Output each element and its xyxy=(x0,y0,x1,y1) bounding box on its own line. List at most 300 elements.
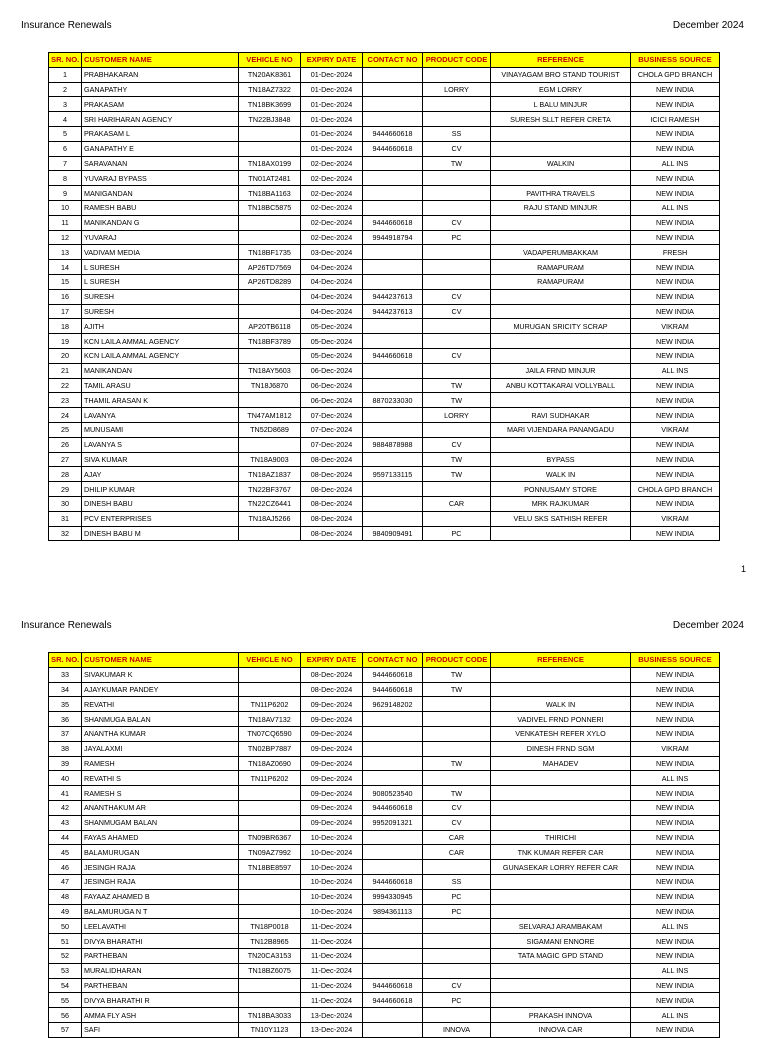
expiry-date-cell: 08-Dec-2024 xyxy=(301,467,363,482)
expiry-date-cell: 11-Dec-2024 xyxy=(301,993,363,1008)
contact-no-cell xyxy=(363,756,423,771)
expiry-date-cell: 09-Dec-2024 xyxy=(301,712,363,727)
sr-no-cell: 16 xyxy=(49,289,82,304)
contact-no-cell xyxy=(363,919,423,934)
table-row xyxy=(49,215,720,230)
product-code-cell xyxy=(423,334,491,349)
business-source-cell: NEW INDIA xyxy=(631,260,720,275)
table-row xyxy=(49,830,720,845)
report-month: December 2024 xyxy=(672,620,744,631)
contact-no-cell: 9444660618 xyxy=(363,348,423,363)
expiry-date-cell: 09-Dec-2024 xyxy=(301,815,363,830)
reference-cell: PONNUSAMY STORE xyxy=(491,482,631,497)
vehicle-no-cell xyxy=(239,889,301,904)
reference-cell: L BALU MINJUR xyxy=(491,97,631,112)
table-row xyxy=(49,726,720,741)
vehicle-no-cell: TN18BF1735 xyxy=(239,245,301,260)
expiry-date-cell: 02-Dec-2024 xyxy=(301,200,363,215)
vehicle-no-cell: TN47AM1812 xyxy=(239,408,301,423)
expiry-date-cell: 02-Dec-2024 xyxy=(301,215,363,230)
customer-name-cell: JAYALAXMI xyxy=(82,741,239,756)
product-code-cell: SS xyxy=(423,874,491,889)
business-source-cell: NEW INDIA xyxy=(631,934,720,949)
expiry-date-cell: 09-Dec-2024 xyxy=(301,741,363,756)
customer-name-cell: MURALIDHARAN xyxy=(82,963,239,978)
contact-no-cell xyxy=(363,1008,423,1023)
vehicle-no-cell: TN09AZ7992 xyxy=(239,845,301,860)
reference-cell: DINESH FRND SGM xyxy=(491,741,631,756)
column-header-business-source: BUSINESS SOURCE xyxy=(631,53,720,68)
product-code-cell xyxy=(423,860,491,875)
table-row xyxy=(49,934,720,949)
sr-no-cell: 56 xyxy=(49,1008,82,1023)
business-source-cell: NEW INDIA xyxy=(631,97,720,112)
reference-cell xyxy=(491,526,631,541)
product-code-cell: CAR xyxy=(423,496,491,511)
contact-no-cell: 9597133115 xyxy=(363,467,423,482)
customer-name-cell: LEELAVATHI xyxy=(82,919,239,934)
expiry-date-cell: 09-Dec-2024 xyxy=(301,786,363,801)
vehicle-no-cell xyxy=(239,667,301,682)
sr-no-cell: 23 xyxy=(49,393,82,408)
business-source-cell: NEW INDIA xyxy=(631,712,720,727)
product-code-cell: CV xyxy=(423,141,491,156)
business-source-cell: NEW INDIA xyxy=(631,978,720,993)
product-code-cell: LORRY xyxy=(423,82,491,97)
vehicle-no-cell: TN22BJ3848 xyxy=(239,112,301,127)
vehicle-no-cell xyxy=(239,141,301,156)
business-source-cell: NEW INDIA xyxy=(631,889,720,904)
table-header-row xyxy=(49,653,720,668)
business-source-cell: NEW INDIA xyxy=(631,815,720,830)
customer-name-cell: SURESH xyxy=(82,304,239,319)
table-row xyxy=(49,682,720,697)
table-row xyxy=(49,919,720,934)
sr-no-cell: 2 xyxy=(49,82,82,97)
sr-no-cell: 8 xyxy=(49,171,82,186)
business-source-cell: NEW INDIA xyxy=(631,82,720,97)
vehicle-no-cell: TN18AY5603 xyxy=(239,363,301,378)
expiry-date-cell: 02-Dec-2024 xyxy=(301,156,363,171)
contact-no-cell xyxy=(363,934,423,949)
reference-cell: SURESH SLLT REFER CRETA xyxy=(491,112,631,127)
expiry-date-cell: 01-Dec-2024 xyxy=(301,97,363,112)
table-row xyxy=(49,1008,720,1023)
vehicle-no-cell: TN18AZ7322 xyxy=(239,82,301,97)
sr-no-cell: 19 xyxy=(49,334,82,349)
column-header-reference: REFERENCE xyxy=(491,653,631,668)
reference-cell xyxy=(491,815,631,830)
expiry-date-cell: 03-Dec-2024 xyxy=(301,245,363,260)
reference-cell: VADAPERUMBAKKAM xyxy=(491,245,631,260)
table-row xyxy=(49,408,720,423)
sr-no-cell: 14 xyxy=(49,260,82,275)
business-source-cell: NEW INDIA xyxy=(631,756,720,771)
sr-no-cell: 50 xyxy=(49,919,82,934)
customer-name-cell: BALAMURUGAN xyxy=(82,845,239,860)
vehicle-no-cell: TN18AZ0690 xyxy=(239,756,301,771)
business-source-cell: NEW INDIA xyxy=(631,408,720,423)
contact-no-cell: 9444660618 xyxy=(363,682,423,697)
sr-no-cell: 1 xyxy=(49,67,82,82)
customer-name-cell: VADIVAM MEDIA xyxy=(82,245,239,260)
vehicle-no-cell xyxy=(239,126,301,141)
business-source-cell: NEW INDIA xyxy=(631,215,720,230)
customer-name-cell: YUVARAJ xyxy=(82,230,239,245)
business-source-cell: ALL INS xyxy=(631,1008,720,1023)
reference-cell xyxy=(491,393,631,408)
reference-cell xyxy=(491,786,631,801)
business-source-cell: NEW INDIA xyxy=(631,845,720,860)
contact-no-cell: 9894361113 xyxy=(363,904,423,919)
customer-name-cell: L SURESH xyxy=(82,260,239,275)
vehicle-no-cell: TN18P0018 xyxy=(239,919,301,934)
product-code-cell: CV xyxy=(423,437,491,452)
product-code-cell xyxy=(423,260,491,275)
table-row xyxy=(49,319,720,334)
column-header-expiry-date: EXPIRY DATE xyxy=(301,53,363,68)
business-source-cell: NEW INDIA xyxy=(631,348,720,363)
business-source-cell: NEW INDIA xyxy=(631,526,720,541)
sr-no-cell: 9 xyxy=(49,186,82,201)
reference-cell xyxy=(491,289,631,304)
vehicle-no-cell: TN18BK3699 xyxy=(239,97,301,112)
contact-no-cell xyxy=(363,1022,423,1037)
contact-no-cell xyxy=(363,830,423,845)
contact-no-cell: 9444237613 xyxy=(363,289,423,304)
contact-no-cell xyxy=(363,452,423,467)
business-source-cell: NEW INDIA xyxy=(631,904,720,919)
sr-no-cell: 34 xyxy=(49,682,82,697)
customer-name-cell: AJAY xyxy=(82,467,239,482)
reference-cell: JAILA FRND MINJUR xyxy=(491,363,631,378)
expiry-date-cell: 02-Dec-2024 xyxy=(301,230,363,245)
sr-no-cell: 18 xyxy=(49,319,82,334)
customer-name-cell: DINESH BABU M xyxy=(82,526,239,541)
reference-cell: TNK KUMAR REFER CAR xyxy=(491,845,631,860)
expiry-date-cell: 10-Dec-2024 xyxy=(301,845,363,860)
vehicle-no-cell xyxy=(239,437,301,452)
reference-cell: PRAKASH INNOVA xyxy=(491,1008,631,1023)
table-row xyxy=(49,260,720,275)
product-code-cell: PC xyxy=(423,230,491,245)
customer-name-cell: SRI HARIHARAN AGENCY xyxy=(82,112,239,127)
customer-name-cell: DIVYA BHARATHI xyxy=(82,934,239,949)
table-row xyxy=(49,348,720,363)
expiry-date-cell: 05-Dec-2024 xyxy=(301,334,363,349)
table-row xyxy=(49,993,720,1008)
expiry-date-cell: 11-Dec-2024 xyxy=(301,978,363,993)
expiry-date-cell: 08-Dec-2024 xyxy=(301,526,363,541)
reference-cell xyxy=(491,334,631,349)
product-code-cell: TW xyxy=(423,786,491,801)
expiry-date-cell: 01-Dec-2024 xyxy=(301,112,363,127)
table-row xyxy=(49,171,720,186)
vehicle-no-cell xyxy=(239,215,301,230)
product-code-cell: TW xyxy=(423,467,491,482)
product-code-cell xyxy=(423,934,491,949)
business-source-cell: NEW INDIA xyxy=(631,171,720,186)
business-source-cell: NEW INDIA xyxy=(631,800,720,815)
table-row xyxy=(49,141,720,156)
reference-cell xyxy=(491,874,631,889)
vehicle-no-cell: TN02BP7887 xyxy=(239,741,301,756)
contact-no-cell xyxy=(363,712,423,727)
customer-name-cell: MANIGANDAN xyxy=(82,186,239,201)
table-row xyxy=(49,289,720,304)
customer-name-cell: RAMESH BABU xyxy=(82,200,239,215)
table-row xyxy=(49,452,720,467)
sr-no-cell: 33 xyxy=(49,667,82,682)
contact-no-cell xyxy=(363,378,423,393)
contact-no-cell xyxy=(363,319,423,334)
reference-cell: VINAYAGAM BRO STAND TOURIST xyxy=(491,67,631,82)
table-row xyxy=(49,126,720,141)
expiry-date-cell: 08-Dec-2024 xyxy=(301,496,363,511)
table-row xyxy=(49,845,720,860)
product-code-cell xyxy=(423,97,491,112)
sr-no-cell: 30 xyxy=(49,496,82,511)
sr-no-cell: 27 xyxy=(49,452,82,467)
expiry-date-cell: 01-Dec-2024 xyxy=(301,82,363,97)
expiry-date-cell: 07-Dec-2024 xyxy=(301,408,363,423)
vehicle-no-cell: TN20AK8361 xyxy=(239,67,301,82)
page-number: 1 xyxy=(740,564,746,574)
customer-name-cell: SHANMUGA BALAN xyxy=(82,712,239,727)
business-source-cell: ALL INS xyxy=(631,771,720,786)
reference-cell xyxy=(491,963,631,978)
product-code-cell xyxy=(423,482,491,497)
customer-name-cell: THAMIL ARASAN K xyxy=(82,393,239,408)
expiry-date-cell: 04-Dec-2024 xyxy=(301,304,363,319)
contact-no-cell: 9994330945 xyxy=(363,889,423,904)
product-code-cell xyxy=(423,963,491,978)
business-source-cell: NEW INDIA xyxy=(631,141,720,156)
contact-no-cell: 9444660618 xyxy=(363,141,423,156)
table-row xyxy=(49,437,720,452)
reference-cell xyxy=(491,141,631,156)
contact-no-cell xyxy=(363,334,423,349)
product-code-cell xyxy=(423,274,491,289)
reference-cell: ANBU KOTTAKARAI VOLLYBALL xyxy=(491,378,631,393)
customer-name-cell: ANANTHA KUMAR xyxy=(82,726,239,741)
expiry-date-cell: 05-Dec-2024 xyxy=(301,319,363,334)
table-row xyxy=(49,186,720,201)
contact-no-cell xyxy=(363,156,423,171)
business-source-cell: NEW INDIA xyxy=(631,334,720,349)
contact-no-cell xyxy=(363,112,423,127)
vehicle-no-cell: AP20TB6118 xyxy=(239,319,301,334)
product-code-cell xyxy=(423,363,491,378)
customer-name-cell: RAMESH S xyxy=(82,786,239,801)
column-header-vehicle-no: VEHICLE NO xyxy=(239,53,301,68)
contact-no-cell: 9444660618 xyxy=(363,126,423,141)
contact-no-cell: 9444660618 xyxy=(363,800,423,815)
table-row xyxy=(49,422,720,437)
business-source-cell: VIKRAM xyxy=(631,319,720,334)
table-row xyxy=(49,200,720,215)
contact-no-cell xyxy=(363,260,423,275)
contact-no-cell: 9444660618 xyxy=(363,667,423,682)
sr-no-cell: 54 xyxy=(49,978,82,993)
vehicle-no-cell: TN18BA1163 xyxy=(239,186,301,201)
customer-name-cell: JESINGH RAJA xyxy=(82,860,239,875)
contact-no-cell xyxy=(363,82,423,97)
expiry-date-cell: 06-Dec-2024 xyxy=(301,393,363,408)
sr-no-cell: 25 xyxy=(49,422,82,437)
expiry-date-cell: 09-Dec-2024 xyxy=(301,697,363,712)
customer-name-cell: DIVYA BHARATHI R xyxy=(82,993,239,1008)
customer-name-cell: PCV ENTERPRISES xyxy=(82,511,239,526)
product-code-cell: TW xyxy=(423,682,491,697)
expiry-date-cell: 07-Dec-2024 xyxy=(301,437,363,452)
expiry-date-cell: 08-Dec-2024 xyxy=(301,667,363,682)
business-source-cell: NEW INDIA xyxy=(631,304,720,319)
table-row xyxy=(49,245,720,260)
vehicle-no-cell: TN18AX0199 xyxy=(239,156,301,171)
reference-cell xyxy=(491,667,631,682)
business-source-cell: NEW INDIA xyxy=(631,378,720,393)
business-source-cell: NEW INDIA xyxy=(631,230,720,245)
product-code-cell: CV xyxy=(423,800,491,815)
reference-cell: RAVI SUDHAKAR xyxy=(491,408,631,423)
business-source-cell: ALL INS xyxy=(631,363,720,378)
contact-no-cell xyxy=(363,67,423,82)
table-row xyxy=(49,67,720,82)
product-code-cell xyxy=(423,948,491,963)
table-row xyxy=(49,156,720,171)
vehicle-no-cell: TN22CZ6441 xyxy=(239,496,301,511)
product-code-cell xyxy=(423,200,491,215)
product-code-cell xyxy=(423,67,491,82)
reference-cell: INNOVA CAR xyxy=(491,1022,631,1037)
expiry-date-cell: 01-Dec-2024 xyxy=(301,67,363,82)
reference-cell: VADIVEL FRND PONNERI xyxy=(491,712,631,727)
expiry-date-cell: 05-Dec-2024 xyxy=(301,348,363,363)
vehicle-no-cell xyxy=(239,348,301,363)
contact-no-cell xyxy=(363,741,423,756)
reference-cell: SIGAMANI ENNORE xyxy=(491,934,631,949)
business-source-cell: VIKRAM xyxy=(631,511,720,526)
customer-name-cell: SAFI xyxy=(82,1022,239,1037)
column-header-contact-no: CONTACT NO xyxy=(363,653,423,668)
product-code-cell: PC xyxy=(423,904,491,919)
business-source-cell: NEW INDIA xyxy=(631,496,720,511)
sr-no-cell: 42 xyxy=(49,800,82,815)
column-header-customer-name: CUSTOMER NAME xyxy=(82,53,239,68)
vehicle-no-cell: TN07CQ6590 xyxy=(239,726,301,741)
sr-no-cell: 45 xyxy=(49,845,82,860)
contact-no-cell xyxy=(363,408,423,423)
business-source-cell: NEW INDIA xyxy=(631,437,720,452)
customer-name-cell: ANANTHAKUM AR xyxy=(82,800,239,815)
column-header-contact-no: CONTACT NO xyxy=(363,53,423,68)
product-code-cell: TW xyxy=(423,393,491,408)
expiry-date-cell: 07-Dec-2024 xyxy=(301,422,363,437)
table-row xyxy=(49,948,720,963)
table-row xyxy=(49,82,720,97)
customer-name-cell: PARTHEBAN xyxy=(82,948,239,963)
expiry-date-cell: 09-Dec-2024 xyxy=(301,756,363,771)
table-row xyxy=(49,667,720,682)
sr-no-cell: 28 xyxy=(49,467,82,482)
expiry-date-cell: 04-Dec-2024 xyxy=(301,289,363,304)
sr-no-cell: 37 xyxy=(49,726,82,741)
product-code-cell: PC xyxy=(423,889,491,904)
sr-no-cell: 32 xyxy=(49,526,82,541)
contact-no-cell: 9944918794 xyxy=(363,230,423,245)
business-source-cell: NEW INDIA xyxy=(631,726,720,741)
business-source-cell: NEW INDIA xyxy=(631,860,720,875)
column-header-reference: REFERENCE xyxy=(491,53,631,68)
expiry-date-cell: 08-Dec-2024 xyxy=(301,452,363,467)
reference-cell xyxy=(491,215,631,230)
vehicle-no-cell: TN18BA3033 xyxy=(239,1008,301,1023)
product-code-cell xyxy=(423,171,491,186)
sr-no-cell: 49 xyxy=(49,904,82,919)
expiry-date-cell: 10-Dec-2024 xyxy=(301,889,363,904)
contact-no-cell xyxy=(363,845,423,860)
table-row xyxy=(49,496,720,511)
vehicle-no-cell xyxy=(239,526,301,541)
product-code-cell: TW xyxy=(423,452,491,467)
product-code-cell: SS xyxy=(423,126,491,141)
reference-cell xyxy=(491,889,631,904)
contact-no-cell xyxy=(363,771,423,786)
customer-name-cell: LAVANYA xyxy=(82,408,239,423)
business-source-cell: NEW INDIA xyxy=(631,786,720,801)
product-code-cell: CAR xyxy=(423,830,491,845)
vehicle-no-cell xyxy=(239,993,301,1008)
sr-no-cell: 43 xyxy=(49,815,82,830)
expiry-date-cell: 11-Dec-2024 xyxy=(301,919,363,934)
product-code-cell: PC xyxy=(423,526,491,541)
contact-no-cell: 9444660618 xyxy=(363,978,423,993)
customer-name-cell: JESINGH RAJA xyxy=(82,874,239,889)
reference-cell xyxy=(491,682,631,697)
table-row xyxy=(49,786,720,801)
reference-cell: MRK RAJKUMAR xyxy=(491,496,631,511)
table-row xyxy=(49,526,720,541)
product-code-cell xyxy=(423,741,491,756)
business-source-cell: NEW INDIA xyxy=(631,393,720,408)
customer-name-cell: YUVARAJ BYPASS xyxy=(82,171,239,186)
reference-cell: RAMAPURAM xyxy=(491,274,631,289)
reference-cell: GUNASEKAR LORRY REFER CAR xyxy=(491,860,631,875)
contact-no-cell xyxy=(363,511,423,526)
business-source-cell: VIKRAM xyxy=(631,741,720,756)
table-row xyxy=(49,874,720,889)
product-code-cell: CV xyxy=(423,978,491,993)
contact-no-cell xyxy=(363,482,423,497)
sr-no-cell: 35 xyxy=(49,697,82,712)
expiry-date-cell: 09-Dec-2024 xyxy=(301,800,363,815)
customer-name-cell: DHILIP KUMAR xyxy=(82,482,239,497)
sr-no-cell: 29 xyxy=(49,482,82,497)
expiry-date-cell: 08-Dec-2024 xyxy=(301,682,363,697)
contact-no-cell: 9444660618 xyxy=(363,215,423,230)
reference-cell: WALK IN xyxy=(491,467,631,482)
expiry-date-cell: 13-Dec-2024 xyxy=(301,1008,363,1023)
business-source-cell: ICICI RAMESH xyxy=(631,112,720,127)
sr-no-cell: 38 xyxy=(49,741,82,756)
vehicle-no-cell xyxy=(239,874,301,889)
reference-cell: EGM LORRY xyxy=(491,82,631,97)
customer-name-cell: SHANMUGAM BALAN xyxy=(82,815,239,830)
vehicle-no-cell: TN10Y1123 xyxy=(239,1022,301,1037)
business-source-cell: NEW INDIA xyxy=(631,830,720,845)
sr-no-cell: 21 xyxy=(49,363,82,378)
